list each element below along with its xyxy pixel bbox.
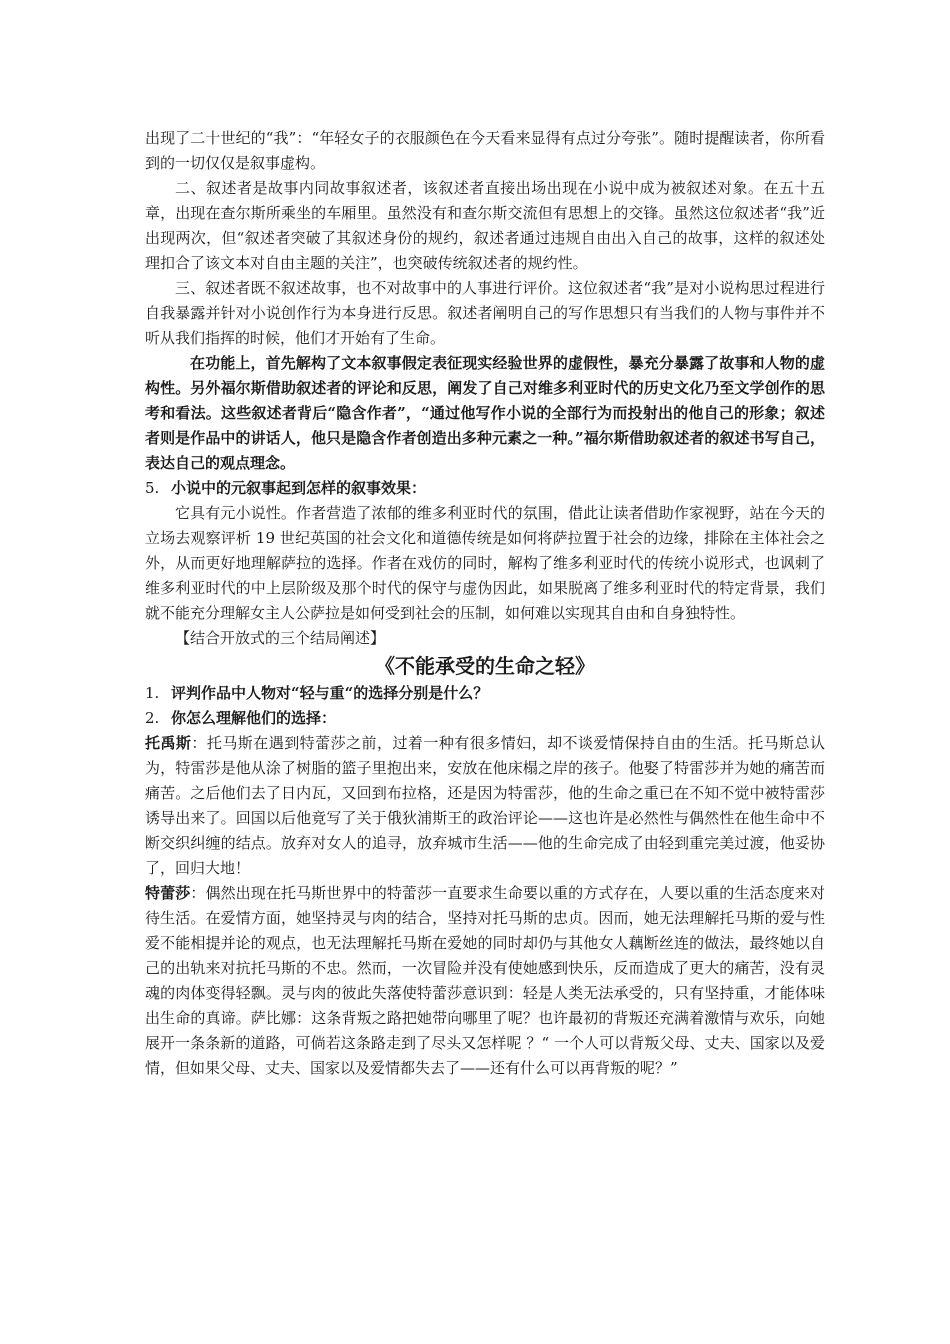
question-text: 评判作品中人物对“轻与重“的选择分别是什么？ — [171, 684, 489, 702]
question-2 — [145, 706, 825, 731]
section-title: 《不能承受的生命之轻》 — [375, 654, 595, 678]
question-number: 2. — [145, 709, 160, 727]
paragraph-point-two: 二、叙述者是故事内同故事叙述者，该叙述者直接出场出现在小说中成为被叙述对象。在五十五章，出现在查尔斯所乘坐的车厢里。虽然没有和查尔斯交流但有思想上的交锋。虽然这位叙述者“我”近出现两次，但“叙述者突破了其叙述身份的规约，叙述者通过违规自由出入自己的故事，这样的叙述处理扣合了该文本对自由主题的关注”，也突破传统叙述者的规约性。 — [145, 179, 825, 272]
bracket-note: 【结合开放式的三个结局阐述】 — [175, 629, 386, 647]
paragraph-point-three: 三、叙述者既不叙述故事，也不对故事中的人事进行评价。这位叙述者“我”是对小说构思过程进行自我暴露并针对小说创作行为本身进行反思。叙述者阐明自己的写作思想只有当我们的人物与事件并不听从我们指挥的时候，他们才开始有了生命。 — [145, 279, 825, 347]
paragraph-continuation: 出现了二十世纪的“我”：“年轻女子的衣服颜色在今天看来显得有点过分夸张”。随时提醒读者，你所看到的一切仅仅是叙事虚构。 — [145, 129, 825, 172]
question-text: 你怎么理解他们的选择： — [171, 709, 337, 727]
question-number: 1. — [145, 684, 160, 702]
paragraph-function-bold: 在功能上，首先解构了文本叙事假定表征现实经验世界的虚假性，暴充分暴露了故事和人物的虚构性。另外福尔斯借助叙述者的评论和反思，阐发了自己对维多利亚时代的历史文化乃至文学创作的思考和看法。这些叙述者背后“隐含作者”，“通过他写作小说的全部行为而投射出的他自己的形象；叙述者则是作品中的讲话人，他只是隐含作者创造出多种元素之一种。”福尔斯借助叙述者的叙述书写自己，表达自己的观点理念。 — [145, 354, 825, 472]
term-label: 托禹斯 — [145, 734, 192, 752]
term-text: ：偶然出现在托马斯世界中的特蕾莎一直要求生命要以重的方式存在，人要以重的生活态度来对待生活。在爱情方面，她坚持灵与肉的结合，坚持对托马斯的忠贞。因而，她无法理解托马斯的爱与性爱不能相提并论的观点，也无法理解托马斯在爱她的同时却仍与其他女人藕断丝连的做法，最终她以自己的出轨来对抗托马斯的不忠。然而，一次冒险并没有使她感到快乐，反而造成了更大的痛苦，没有灵魂的肉体变得轻飘。灵与肉的彼此失落使特蕾莎意识到：轻是人类无法承受的，只有坚持重，才能体味出生命的真谛。萨比娜：这条背叛之路把她带向哪里了呢？也许最初的背叛还充满着激情与欢乐，向她展开一条条新的道路，可倘若这条路走到了尽头又怎样呢 ？“ 一个人可以背叛父母、丈夫、国家以及爱情，但如果父母、丈夫、国家以及爱情都失去了——还有什么可以再背叛的呢？” — [145, 884, 825, 1077]
term-label: 特蕾莎 — [145, 884, 191, 902]
paragraph-tomas — [145, 731, 825, 881]
document-body — [145, 126, 825, 1081]
question-text: 小说中的元叙事起到怎样的叙事效果： — [171, 479, 427, 497]
paragraph-tereza — [145, 881, 825, 1081]
term-text: ：托马斯在遇到特蕾莎之前，过着一种有很多情妇，却不谈爱情保持自由的生活。托马斯总认为，特雷莎是他从涂了树脂的篮子里抱出来，安放在他床榻之岸的孩子。他娶了特雷莎并为她的痛苦而痛苦。之后他们去了日内瓦，又回到布拉格，还是因为特雷莎，他的生命之重已在不知不觉中被特雷莎诱导出来了。回国以后他竟写了关于俄狄浦斯王的政治评论——这也许是必然性与偶然性在他生命中不断交织纠缠的结点。放弃对女人的追寻，放弃城市生活——他的生命完成了由轻到重完美过渡，他妥协了，回归大地！ — [145, 734, 825, 877]
heading-question-5 — [145, 476, 825, 501]
question-number: 5. — [145, 479, 160, 497]
paragraph-metafiction: 它具有元小说性。作者营造了浓郁的维多利亚时代的氛围，借此让读者借助作家视野，站在今天的立场去观察评析 19 世纪英国的社会文化和道德传统是如何将萨拉置于社会的边缘，排除在主体社会之外，从而更好地理解萨拉的选择。作者在戏仿的同时，解构了维多利亚时代的传统小说形式，也讽刺了维多利亚时代的中上层阶级及那个时代的保守与虚伪因此，如果脱离了维多利亚时代的特定背景，我们就不能充分理解女主人公萨拉是如何受到社会的压制，如何难以实现其自由和自身独特性。 — [145, 504, 825, 622]
question-1 — [145, 681, 825, 706]
